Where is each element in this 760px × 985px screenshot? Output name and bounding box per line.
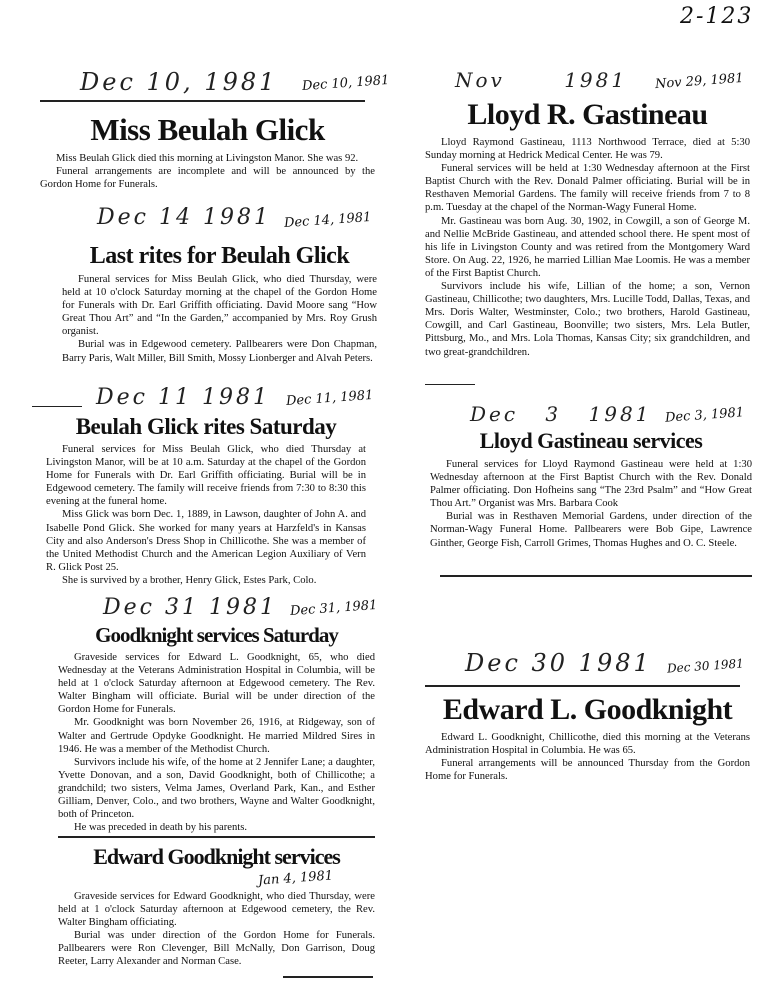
page-number: 2-123 (680, 4, 754, 29)
divider (425, 384, 475, 385)
paragraph: Burial was in Resthaven Memorial Gardens, under direction of the Norman-Wagy Funeral Home. Pallbearers were Bob Gipe, Lawrence Ginther, George Fish, Carroll Grimes, Thomas Hughes and O. C. Steele. (430, 511, 752, 549)
handwritten-date: Dec 14 1981 (97, 205, 271, 230)
handwritten-annotation: Dec 31, 1981 (289, 597, 378, 620)
clipping-goodknight-services-saturday (58, 595, 378, 834)
paragraph: Mr. Goodknight was born November 26, 1916, at Ridgeway, son of Walter and Gertrude Opdyke Goodknight. He married Mildred Sires in 1946. He was a member of the Methodist Church. (58, 717, 375, 755)
article-body (62, 273, 377, 365)
headline: Goodknight services Saturday (95, 623, 338, 647)
article-body (58, 890, 375, 969)
paragraph: Edward L. Goodknight, Chillicothe, died this morning at the Veterans Administration Hospital in Columbia. He was 65. (425, 732, 750, 757)
clipping-lloyd-r-gastineau (425, 62, 750, 382)
paragraph: Survivors include his wife, Lillian of the home; a son, Vernon Gastineau, Chillicothe; two daughters, Mrs. Lucille Todd, Dallas, Texas, and Mrs. Doris Walter, Westminster, Colo.; two brothers, Harold Gastineau, Cowgill, and Carl Gastineau, Boonville; two sisters, Mrs. Lela Butler, Pittsburg, Mo., and Mrs. Lola Thomas, Kansas City; six grandchildren, and two great-grandchildren. (425, 281, 750, 358)
headline: Lloyd Gastineau services (479, 428, 703, 453)
clipping-last-rites (62, 205, 377, 370)
handwritten-date: Dec 31 1981 (103, 595, 277, 620)
paragraph: Graveside services for Edward L. Goodknight, 65, who died Wednesday at the Veterans Administration Hospital in Columbia, will be held at 1 o'clock Saturday afternoon at Edgewood cemetery. The Rev. Walter Bingham will officiate. Burial will be under direction of the Gordon Home for Funerals. (58, 652, 375, 716)
paragraph: Funeral services for Lloyd Raymond Gastineau were held at 1:30 Wednesday afternoon at the First Baptist Church with the Rev. Donald Palmer officiating. Don Hofheins sang “The 23rd Psalm” and “How Great Thou Art.” Organist was Mrs. Barbara Cook (430, 459, 752, 510)
paragraph: Funeral arrangements are incomplete and will be announced by the Gordon Home for Funerals. (40, 166, 375, 191)
article-body (40, 152, 375, 191)
clipping-lloyd-gastineau-services (430, 400, 752, 580)
divider (283, 976, 373, 978)
article-body (58, 651, 375, 834)
handwritten-date: Dec 3 1981 (470, 402, 652, 426)
handwritten-annotation: Dec 11, 1981 (285, 387, 374, 410)
paragraph: Funeral services for Miss Beulah Glick, who died Thursday at Livingston Manor, will be at 10 a.m. Saturday at the chapel of the Gordon Home for Funerals with Dr. Earl Griffith officiating. Burial will be in Edgewood cemetery. The family will receive friends from 7:30 to 8:30 this evening at the funeral home. (46, 444, 366, 508)
paragraph: Burial was in Edgewood cemetery. Pallbearers were Don Chapman, Barry Paris, Walt Miller, Bill Smith, Mossy Lionberger and Alvah Peters. (62, 339, 377, 364)
paragraph: Graveside services for Edward Goodknight, who died Thursday, were held at 1 o'clock Saturday afternoon at Edgewood cemetery, the Rev. Walter Bingham officiating. (58, 891, 375, 929)
divider (32, 406, 82, 407)
paragraph: Funeral arrangements will be announced Thursday from the Gordon Home for Funerals. (425, 758, 750, 783)
clipping-beulah-glick-rites (46, 385, 374, 586)
headline: Lloyd R. Gastineau (467, 98, 708, 131)
headline: Last rites for Beulah Glick (89, 243, 350, 269)
paragraph: Funeral services for Miss Beulah Glick, who died Thursday, were held at 10 o'clock Saturday morning at the chapel of the Gordon Home for Funerals with Dr. Earl Griffith officiating. David Moore sang “How Great Thou Art” and “In the Garden,” accompanied by Mrs. Roy Grush organist. (62, 274, 377, 338)
handwritten-date: Dec 30 1981 (465, 649, 652, 677)
headline: Edward L. Goodknight (442, 693, 733, 726)
paragraph: Mr. Gastineau was born Aug. 30, 1902, in Cowgill, a son of George M. and Nellie McBride Gastineau, and attended school there. He spent most of his life in Livingston County and was retired from the Montgomery Ward Store. On Aug. 22, 1926, he married Lillian Mae Loomis. He was a member of the First Baptist Church. (425, 215, 750, 279)
article-body (430, 458, 752, 550)
divider (425, 685, 740, 687)
divider (58, 836, 375, 838)
handwritten-annotation: Dec 14, 1981 (283, 209, 372, 232)
paragraph: He was preceded in death by his parents. (74, 822, 247, 834)
paragraph: Funeral services will be held at 1:30 Wednesday afternoon at the First Baptist Church with the Rev. Donald Palmer officiating. Burial will be in Resthaven Memorial Gardens. The family will receive friends from 7 to 8 p.m. Tuesday at the chapel of the Norman-Wagy Funeral Home. (425, 163, 750, 214)
handwritten-annotation: Dec 30 1981 (666, 656, 745, 676)
article-body (425, 731, 750, 783)
divider (40, 100, 365, 102)
handwritten-annotation: Dec 3, 1981 (664, 405, 745, 426)
paragraph: Burial was under direction of the Gordon Home for Funerals. Pallbearers were Ron Clevenger, Bill McNally, Don Garrison, Doug Reeter, Larry Alexander and Norman Case. (58, 930, 375, 968)
paragraph: Survivors include his wife, of the home at 2 Jennifer Lane; a daughter, Yvette Donovan, and a son, David Goodknight, both of Chillicothe; a grandchild; two sisters, Velma James, Overland Park, Kan., and Esther Gilliam, Denver, Colo., and two brothers, Wayne and Walter Goodknight, both of Princeton. (58, 756, 375, 821)
handwritten-annotation: Jan 4, 1981 (257, 868, 334, 889)
paragraph: Miss Glick was born Dec. 1, 1889, in Lawson, daughter of John A. and Isabelle Pond Glick. She worked for many years at Harzfeld's in Kansas City and also Anderson's Dress Shop in Chillicothe. She was a member of the United Methodist Church and the American Legion Auxiliary of Vern R. Glick Post 25. (46, 509, 366, 573)
clipping-miss-beulah-glick (40, 60, 390, 200)
headline: Miss Beulah Glick (90, 112, 325, 147)
clipping-edward-l-goodknight (425, 645, 750, 785)
paragraph: Lloyd Raymond Gastineau, 1113 Northwood Terrace, died at 5:30 Sunday morning at Hedrick Medical Center. He was 79. (425, 137, 750, 162)
handwritten-annotation: Nov 29, 1981 (654, 70, 744, 93)
article-body (46, 443, 366, 587)
paragraph: She is survived by a brother, Henry Glick, Estes Park, Colo. (62, 574, 317, 586)
headline: Beulah Glick rites Saturday (75, 414, 337, 439)
paragraph: Miss Beulah Glick died this morning at Livingston Manor. She was 92. (56, 153, 359, 164)
divider (440, 575, 752, 577)
handwritten-date: Dec 10, 1981 (80, 68, 278, 96)
handwritten-date: Nov 1981 (455, 68, 628, 92)
headline: Edward Goodknight services (93, 844, 340, 869)
article-body (425, 136, 750, 359)
handwritten-annotation: Dec 10, 1981 (301, 72, 390, 95)
clipping-edward-goodknight-services (58, 836, 375, 981)
handwritten-date: Dec 11 1981 (96, 385, 270, 410)
